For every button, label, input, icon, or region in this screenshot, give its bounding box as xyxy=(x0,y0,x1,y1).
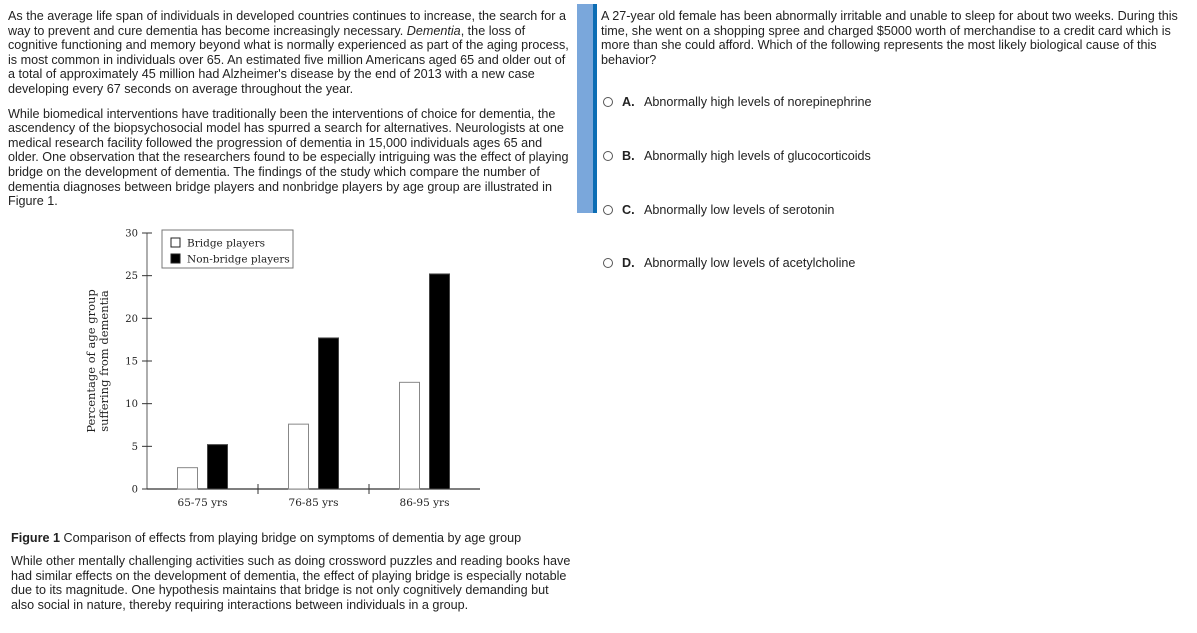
passage-paragraph-3: While other mentally challenging activities such as doing crossword puzzles and reading books have had similar effects on the development of dementia, the effect of playing bridge is especially notable due to its magnitude. One hypothesis maintains that bridge is not only cognitively demanding but also social in nature, thereby requiring interactions between individuals in a group. xyxy=(11,554,571,612)
figure-1-chart xyxy=(80,222,500,522)
bar-non-bridge-players-2 xyxy=(430,274,450,489)
radio-button-icon[interactable] xyxy=(603,151,613,161)
option-letter: D. xyxy=(622,256,635,270)
question-accent-bar-edge xyxy=(593,4,597,213)
bar-bridge-players-2 xyxy=(400,382,420,489)
bar-bridge-players-0 xyxy=(178,468,198,489)
option-text: Abnormally low levels of acetylcholine xyxy=(644,256,856,270)
legend-label: Bridge players xyxy=(187,237,265,250)
option-letter: B. xyxy=(622,149,635,163)
y-tick-label: 0 xyxy=(131,484,138,496)
radio-button-icon[interactable] xyxy=(603,205,613,215)
radio-button-icon[interactable] xyxy=(603,258,613,268)
x-tick-label: 86-95 yrs xyxy=(399,497,450,509)
x-tick-label: 65-75 yrs xyxy=(177,497,228,509)
y-tick-label: 25 xyxy=(125,271,138,283)
legend-swatch xyxy=(171,238,180,247)
answer-option-a[interactable] xyxy=(603,95,872,109)
answer-option-d[interactable] xyxy=(603,256,855,270)
dementia-term: Dementia xyxy=(406,23,461,38)
y-tick-label: 15 xyxy=(125,356,138,368)
bar-non-bridge-players-1 xyxy=(319,338,339,489)
question-accent-bar xyxy=(577,4,593,213)
option-letter: A. xyxy=(622,95,635,109)
passage-paragraph-1: As the average life span of individuals in developed countries continues to increase, the search for a way to prevent and cure dementia has become increasingly necessary. Dementia, the loss of cognitive functioning and memory beyond what is normally experienced as part of the aging process, is most common in individuals over 65. An estimated five million Americans aged 65 and older out of a total of approximately 45 million had Alzheimer's disease by the end of 2013 with a new case developing every 67 seconds on average throughout the year. xyxy=(8,9,569,96)
passage-paragraph-2: While biomedical interventions have traditionally been the interventions of choice for dementia, the ascendency of the biopsychosocial model has spurred a search for alternatives. Neurologists at one medical research facility followed the progression of dementia in 15,000 individuals ages 65 and older. One observation that the researchers found to be especially intriguing was the effect of playing bridge on the development of dementia. The findings of the study which compare the number of dementia diagnoses between bridge players and nonbridge players by age group are illustrated in Figure 1. xyxy=(8,106,569,209)
y-tick-label: 10 xyxy=(125,399,138,411)
passage xyxy=(8,9,570,219)
figure-caption-label: Figure 1 xyxy=(11,531,60,545)
y-tick-label: 20 xyxy=(125,313,138,325)
question-stem: A 27-year old female has been abnormally irritable and unable to sleep for about two weeks. During this time, she went on a shopping spree and charged $5000 worth of merchandise to a credit card which is more than she could afford. Which of the following represents the most likely biological cause of this behavior? xyxy=(601,9,1178,67)
answer-option-c[interactable] xyxy=(603,203,834,217)
option-text: Abnormally high levels of norepinephrine xyxy=(644,95,872,109)
bar-bridge-players-1 xyxy=(289,424,309,489)
answer-option-b[interactable] xyxy=(603,149,871,163)
option-text: Abnormally high levels of glucocorticoids xyxy=(644,149,871,163)
y-axis-label: Percentage of age group xyxy=(84,289,98,433)
y-tick-label: 30 xyxy=(125,228,138,240)
figure-caption-text: Comparison of effects from playing bridge on symptoms of dementia by age group xyxy=(60,531,522,545)
legend-label: Non-bridge players xyxy=(187,253,290,266)
bar-non-bridge-players-0 xyxy=(208,445,228,489)
y-tick-label: 5 xyxy=(131,441,138,453)
figure-caption xyxy=(11,531,571,546)
legend-swatch xyxy=(171,254,180,263)
option-text: Abnormally low levels of serotonin xyxy=(644,203,835,217)
y-axis-label: suffering from dementia xyxy=(97,290,111,432)
radio-button-icon[interactable] xyxy=(603,97,613,107)
x-tick-label: 76-85 yrs xyxy=(288,497,339,509)
option-letter: C. xyxy=(622,203,635,217)
bar-chart-svg xyxy=(80,222,500,522)
